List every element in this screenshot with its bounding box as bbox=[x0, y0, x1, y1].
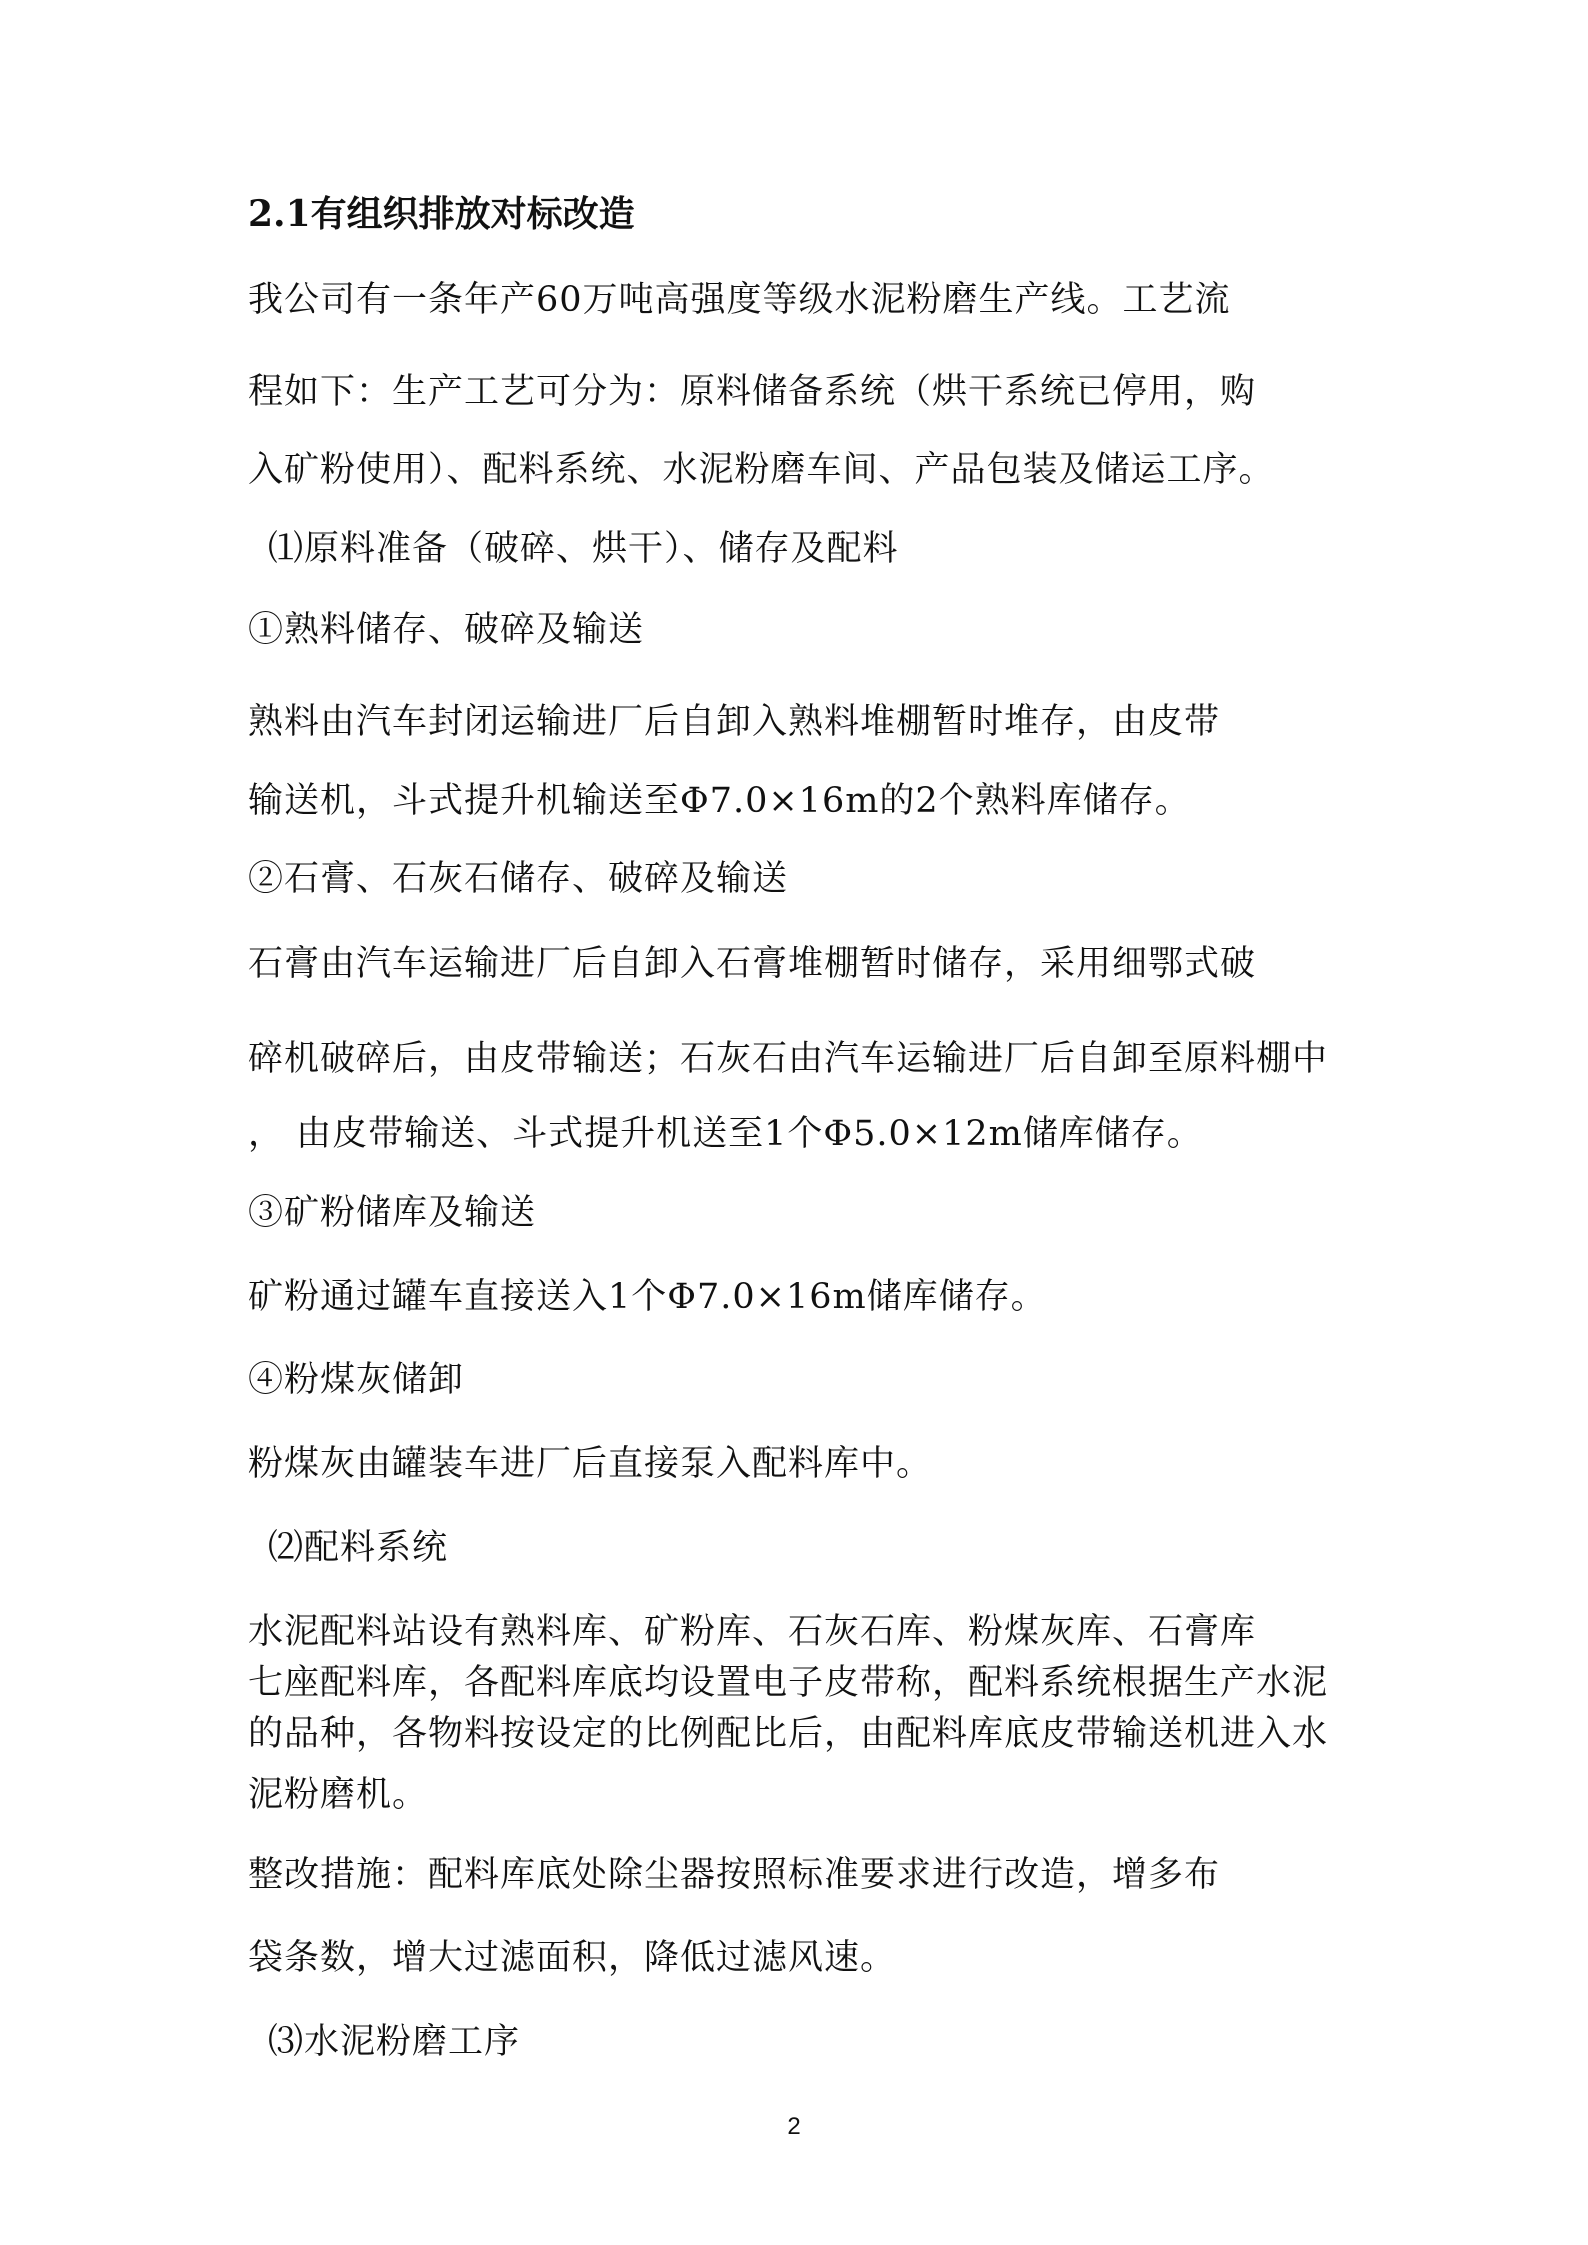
paragraph-line-11: ， 由皮带输送、斗式提升机送至1个Φ5.0×12m储库储存。 bbox=[248, 1114, 1203, 1154]
paragraph-line-1: 我公司有一条年产60万吨高强度等级水泥粉磨生产线。工艺流 bbox=[248, 280, 1231, 320]
paragraph-line-3: 入矿粉使用）、配料系统、水泥粉磨车间、产品包装及储运工序。 bbox=[248, 450, 1275, 490]
paragraph-line-9: 石膏由汽车运输进厂后自卸入石膏堆棚暂时储存，采用细鄂式破 bbox=[248, 944, 1257, 984]
item-1-title: ①熟料储存、破碎及输送 bbox=[248, 610, 645, 650]
paragraph-line-15: 粉煤灰由罐装车进厂后直接泵入配料库中。 bbox=[248, 1444, 933, 1484]
paragraph-line-7: 输送机，斗式提升机输送至Φ7.0×16m的2个熟料库储存。 bbox=[248, 781, 1191, 821]
subsection-1-title: ⑴原料准备（破碎、烘干）、储存及配料 bbox=[268, 529, 899, 569]
paragraph-line-17: 水泥配料站设有熟料库、矿粉库、石灰石库、粉煤灰库、石膏库 bbox=[248, 1612, 1257, 1652]
item-3-title: ③矿粉储库及输送 bbox=[248, 1193, 537, 1233]
paragraph-line-13: 矿粉通过罐车直接送入1个Φ7.0×16m储库储存。 bbox=[248, 1277, 1047, 1317]
item-4-title: ④粉煤灰储卸 bbox=[248, 1360, 465, 1400]
subsection-2-title: ⑵配料系统 bbox=[268, 1528, 449, 1568]
paragraph-line-19: 的品种，各物料按设定的比例配比后，由配料库底皮带输送机进入水 bbox=[248, 1714, 1329, 1754]
paragraph-line-22: 袋条数，增大过滤面积，降低过滤风速。 bbox=[248, 1938, 897, 1978]
item-2-title: ②石膏、石灰石储存、破碎及输送 bbox=[248, 859, 789, 899]
paragraph-line-2: 程如下：生产工艺可分为：原料储备系统（烘干系统已停用，购 bbox=[248, 372, 1257, 412]
paragraph-line-20: 泥粉磨机。 bbox=[248, 1775, 429, 1815]
page-number: 2 bbox=[787, 2113, 801, 2140]
paragraph-line-10: 碎机破碎后，由皮带输送；石灰石由汽车运输进厂后自卸至原料棚中 bbox=[248, 1039, 1329, 1079]
subsection-3-title: ⑶水泥粉磨工序 bbox=[268, 2022, 521, 2062]
paragraph-line-6: 熟料由汽车封闭运输进厂后自卸入熟料堆棚暂时堆存，由皮带 bbox=[248, 702, 1221, 742]
paragraph-line-21: 整改措施：配料库底处除尘器按照标准要求进行改造，增多布 bbox=[248, 1855, 1221, 1895]
paragraph-line-18: 七座配料库，各配料库底均设置电子皮带称，配料系统根据生产水泥 bbox=[248, 1663, 1329, 1703]
section-heading: 2.1有组织排放对标改造 bbox=[248, 193, 635, 235]
